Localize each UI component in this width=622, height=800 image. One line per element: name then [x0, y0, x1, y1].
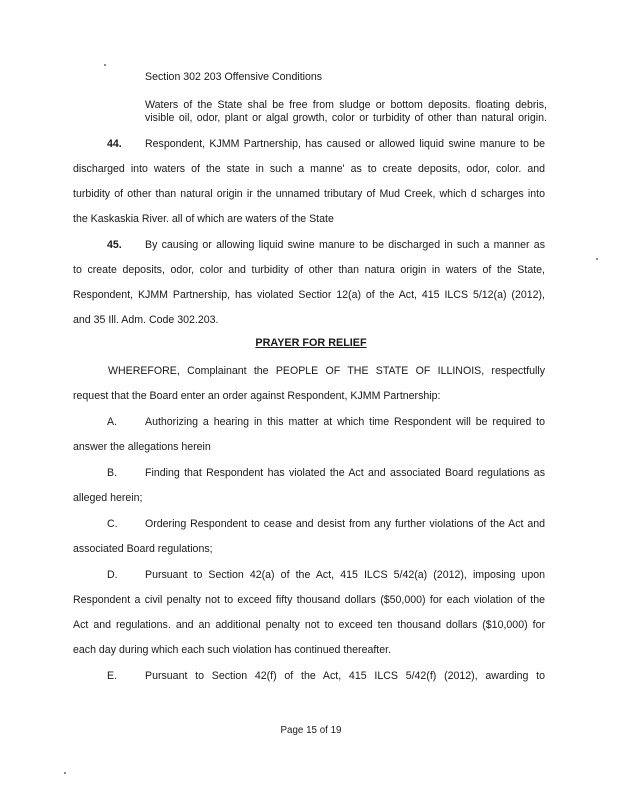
- item-letter: C.: [107, 518, 118, 530]
- item-line: Pursuant to Section 42(a) of the Act, 415 ILCS 5/42(a) (2012), imposing upon: [145, 569, 545, 581]
- item-letter: E.: [107, 670, 118, 682]
- paragraph-number: 45.: [107, 239, 122, 251]
- item-line: associated Board regulations;: [73, 543, 213, 555]
- item-line: Finding that Respondent has violated the Act and associated Board regulations as: [145, 467, 545, 479]
- paragraph-line: By causing or allowing liquid swine manure to be discharged in such a manner as: [145, 239, 545, 251]
- paragraph-line: the Kaskaskia River. all of which are waters of the State: [73, 213, 334, 225]
- paragraph-line: Respondent, KJMM Partnership, has caused or allowed liquid swine manure to be: [145, 138, 545, 150]
- paragraph-line: Respondent, KJMM Partnership, has violated Sectior 12(a) of the Act, 415 ILCS 5/12(a) (2012),: [73, 289, 545, 301]
- quote-line: visible oil, odor, plant or algal growth, color or turbidity of other than natural origin.: [145, 112, 547, 124]
- scan-speck: [104, 64, 106, 66]
- item-line: answer the allegations herein: [73, 441, 211, 453]
- paragraph-line: turbidity of other than natural origin ir the unnamed tributary of Mud Creek, which d scharges into: [73, 188, 545, 200]
- item-line: Act and regulations. and an additional penalty not to exceed ten thousand dollars ($10,000) for: [73, 619, 545, 631]
- paragraph-line: and 35 Ill. Adm. Code 302.203.: [73, 314, 219, 326]
- quote-line: Waters of the State shal be free from sludge or bottom deposits. floating debris,: [145, 99, 547, 111]
- wherefore-line: WHEREFORE, Complainant the PEOPLE OF THE STATE OF ILLINOIS, respectfully: [108, 365, 545, 377]
- item-line: Ordering Respondent to cease and desist from any further violations of the Act and: [145, 518, 545, 530]
- item-letter: D.: [107, 569, 118, 581]
- item-letter: B.: [107, 467, 118, 479]
- page-number: Page 15 of 19: [280, 725, 342, 736]
- item-line: Pursuant to Section 42(f) of the Act, 415 ILCS 5/42(f) (2012), awarding to: [145, 670, 545, 682]
- scan-speck: [596, 258, 598, 260]
- wherefore-line: request that the Board enter an order against Respondent, KJMM Partnership:: [73, 390, 441, 402]
- quote-title: Section 302 203 Offensive Conditions: [145, 71, 323, 83]
- paragraph-line: to create deposits, odor, color and turbidity of other than natura origin in waters of the State,: [73, 264, 545, 276]
- paragraph-number: 44.: [107, 138, 122, 150]
- item-letter: A.: [107, 416, 118, 428]
- scan-speck: [64, 772, 66, 774]
- paragraph-line: discharged into waters of the state in such a manne' as to create deposits, odor, color. and: [73, 163, 545, 175]
- section-heading: PRAYER FOR RELIEF: [255, 337, 367, 349]
- item-line: alleged herein;: [73, 492, 143, 504]
- item-line: Authorizing a hearing in this matter at which time Respondent will be required to: [145, 416, 545, 428]
- item-line: each day during which each such violation has continued thereafter.: [73, 644, 392, 656]
- item-line: Respondent a civil penalty not to exceed fifty thousand dollars ($50,000) for each violation of the: [73, 594, 545, 606]
